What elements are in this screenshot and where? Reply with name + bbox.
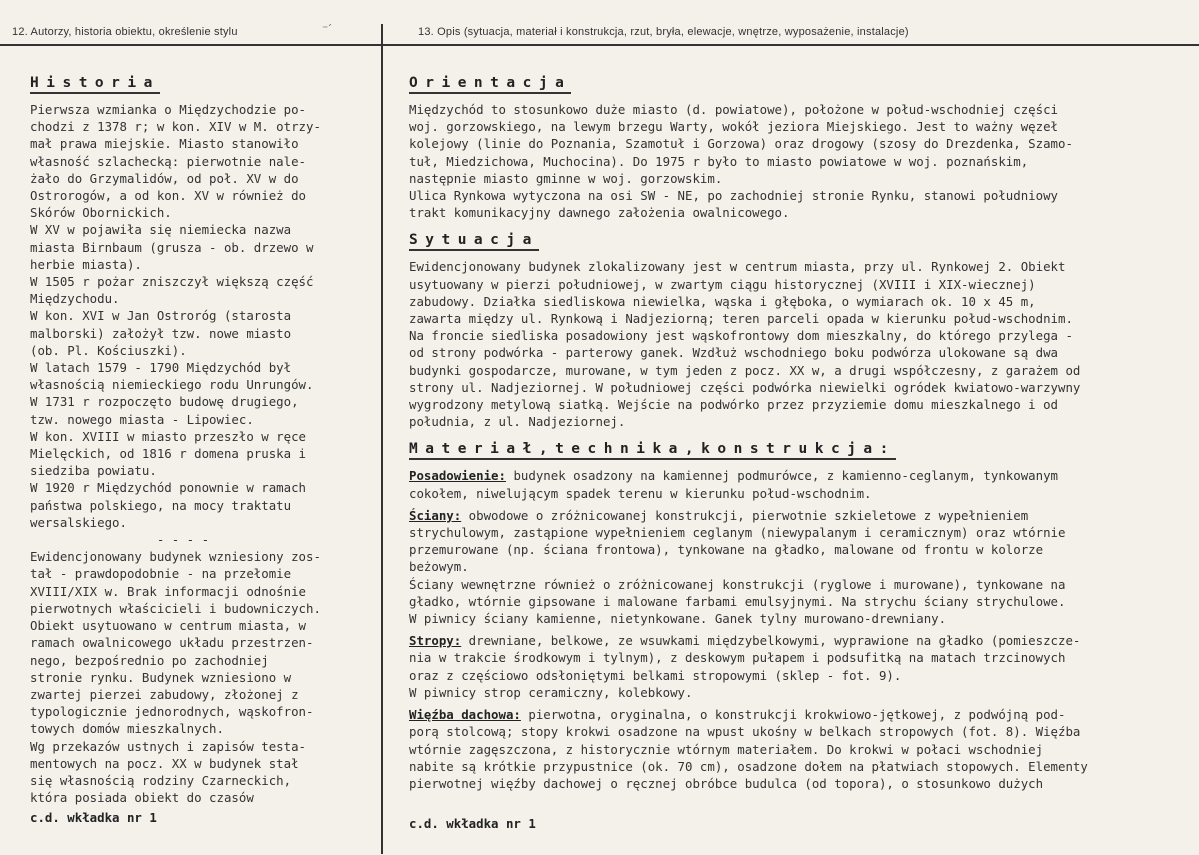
history-title: Historia	[30, 75, 160, 94]
posadowienie-paragraph	[409, 467, 1189, 501]
wiezba-paragraph	[409, 706, 1189, 792]
wiezba-label: Więźba dachowa:	[409, 707, 521, 723]
wiezba-text: pierwotna, oryginalna, o konstrukcji krokwiowo-jętkowej, z podwójną pod- porą stolcową; stopy krokwi osadzone na wpust ukośny w belkach stropowych (fot. 8). Więźba wtórnie zagęszczona, z historycznie wtórnym materiałem. Do krokwi w połaci wschodniej nabite są krótkie przypustnice (ok. 70 cm), osadzone dołem na płatwiach stopowych. Elementy pierwotnej więźby dachowej o ręcznej obróbce budulca (od topora), o stosunkowo dużych	[409, 707, 1088, 791]
sciany-label: Ściany:	[409, 507, 462, 523]
sytuacja-title: Sytuacja	[409, 232, 539, 251]
posadowienie-text: budynek osadzony na kamiennej podmurówce, z kamienno-ceglanym, tynkowanym cokołem, niwelującym spadek terenu w kierunku połud-wschodnim.	[409, 468, 1059, 501]
header-divider	[0, 44, 1199, 46]
orientacja-title: Orientacja	[409, 75, 571, 94]
sciany-text: obwodowe o zróżnicowanej konstrukcji, pierwotnie szkieletowe z wypełnieniem strychulowym, zastąpione wypełnieniem ceglanym (niewypalanym i ceramicznym) oraz wtórnie przemurowane (np. ściana frontowa), tynkowane na gładko, malowane od frontu w kolorze beżowym. Ściany wewnętrzne również o zróżnicowanej konstrukcji (ryglowe i murowane), tynkowane na gładko, wtórnie gipsowane i malowane farbami emulsyjnymi. Na strychu ściany strychulowe. W piwnicy ściany kamienne, nietynkowane. Ganek tylny murowano-drewniany.	[409, 507, 1066, 627]
posadowienie-label: Posadowienie:	[409, 468, 506, 484]
header-right: 13. Opis (sytuacja, materiał i konstrukcja, rzut, bryła, elewacje, wnętrze, wyposażenie, instalacje)	[418, 26, 909, 38]
column-divider	[381, 24, 383, 854]
description-column	[409, 72, 1189, 797]
description-footer: c.d. wkładka nr 1	[409, 816, 536, 831]
history-text: Pierwsza wzmianka o Międzychodzie po- chodzi z 1378 r; w kon. XIV w M. otrzy- mał prawa miejskie. Miasto stanowiło własność szlachecką: pierwotnie nale- żało do Grzymalidów, od poł. XV w do Ostrorogów, a od kon. XV w również do Skórów Obornickich. W XV w pojawiła się niemiecka nazwa miasta Birnbaum (grusza - ob. drzewo w herbie miasta). W 1505 r pożar zniszczył większą część Międzychodu. W kon. XVI w Jan Ostroróg (starosta malborski) założył tzw. nowe miasto (ob. Pl. Kościuszki). W latach 1579 - 1790 Międzychód był własnością niemieckiego rodu Unrungów. W 1731 r rozpoczęto budowę drugiego, tzw. nowego miasta - Lipowiec. W kon. XVIII w miasto przeszło w ręce Mielęckich, od 1816 r domena pruska i siedziba powiatu. W 1920 r Międzychód ponownie w ramach państwa polskiego, na mocy traktatu wersalskiego.	[30, 102, 321, 530]
material-title: Materiał,technika,konstrukcja:	[409, 441, 896, 460]
stropy-paragraph	[409, 632, 1189, 701]
sytuacja-text: Ewidencjonowany budynek zlokalizowany jest w centrum miasta, przy ul. Rynkowej 2. Obiekt usytuowany w pierzi południowej, w zwartym ciągu historycznej (XVIII i XIX-wiecznej) zabudowy. Działka siedliskowa niewielka, wąska i głęboka, o wymiarach ok. 10 x 45 m, zawarta między ul. Rynkową i Nadjeziorną; teren parceli opada w kierunku połud-wschodnim. Na froncie siedliska posadowiony jest wąskofrontowy dom mieszkalny, do którego przylega - od strony podwórka - parterowy ganek. Wzdłuż wschodniego boku podwórza ulokowane są dwa budynki gospodarcze, murowane, w tym jeden z pocz. XX w, a drugi współczesny, z garażem od strony ul. Nadjeziornej. W południowej części podwórka niewielki ogródek kwiatowo-warzywny wygrodzony metylową siatką. Wejście na podwórko przez przyziemie domu mieszkalnego i od południa, z ul. Nadjeziornej.	[409, 259, 1081, 430]
orientacja-text: Międzychód to stosunkowo duże miasto (d. powiatowe), położone w połud-wschodniej części woj. gorzowskiego, na lewym brzegu Warty, wokół jeziora Miejskiego. Jest to ważny węzeł kolejowy (linie do Poznania, Szamotuł i Gorzowa) oraz drogowy (szosy do Drezdenka, Szamo- tuł, Miedzichowa, Muchocina). Do 1975 r było to miasto powiatowe w woj. poznańskim, następnie miasto gminne w woj. gorzowskim. Ulica Rynkowa wytyczona na osi SW - NE, po zachodniej stronie Rynku, stanowi południowy trakt komunikacyjny dawnego założenia owalnicowego.	[409, 102, 1073, 221]
sciany-paragraph	[409, 507, 1189, 627]
history-text-continued: Ewidencjonowany budynek wzniesiony zos- tał - prawdopodobnie - na przełomie XVIII/XIX w. Brak informacji odnośnie pierwotnych właścicieli i budowniczych. Obiekt usytuowano w centrum miasta, w ramach owalnicowego układu przestrzen- nego, bezpośrednio po zachodniej stronie rynku. Budynek wzniesiono w zwartej pierzei zabudowy, złożonej z typologicznie jednorodnych, wąskofron- towych domów mieszkalnych. Wg przekazów ustnych i zapisów testa- mentowych na pocz. XX w budynek stał się własnością rodziny Czarneckich, która posiada obiekt do czasów	[30, 549, 321, 806]
stropy-label: Stropy:	[409, 633, 462, 649]
pencil-mark: ⁻´	[322, 22, 333, 36]
history-column	[30, 72, 370, 806]
history-footer: c.d. wkładka nr 1	[30, 810, 157, 825]
history-separator: - - - -	[30, 532, 210, 548]
stropy-text: drewniane, belkowe, ze wsuwkami międzybelkowymi, wyprawione na gładko (pomieszcze- nia w trakcie środkowym i tylnym), z deskowym pułapem i podsufitką na matach trzcinowych oraz z częściowo odsłoniętymi belkami stropowymi (sklep - fot. 9). W piwnicy strop ceramiczny, kolebkowy.	[409, 633, 1081, 700]
header-left: 12. Autorzy, historia obiektu, określenie stylu	[12, 26, 238, 38]
